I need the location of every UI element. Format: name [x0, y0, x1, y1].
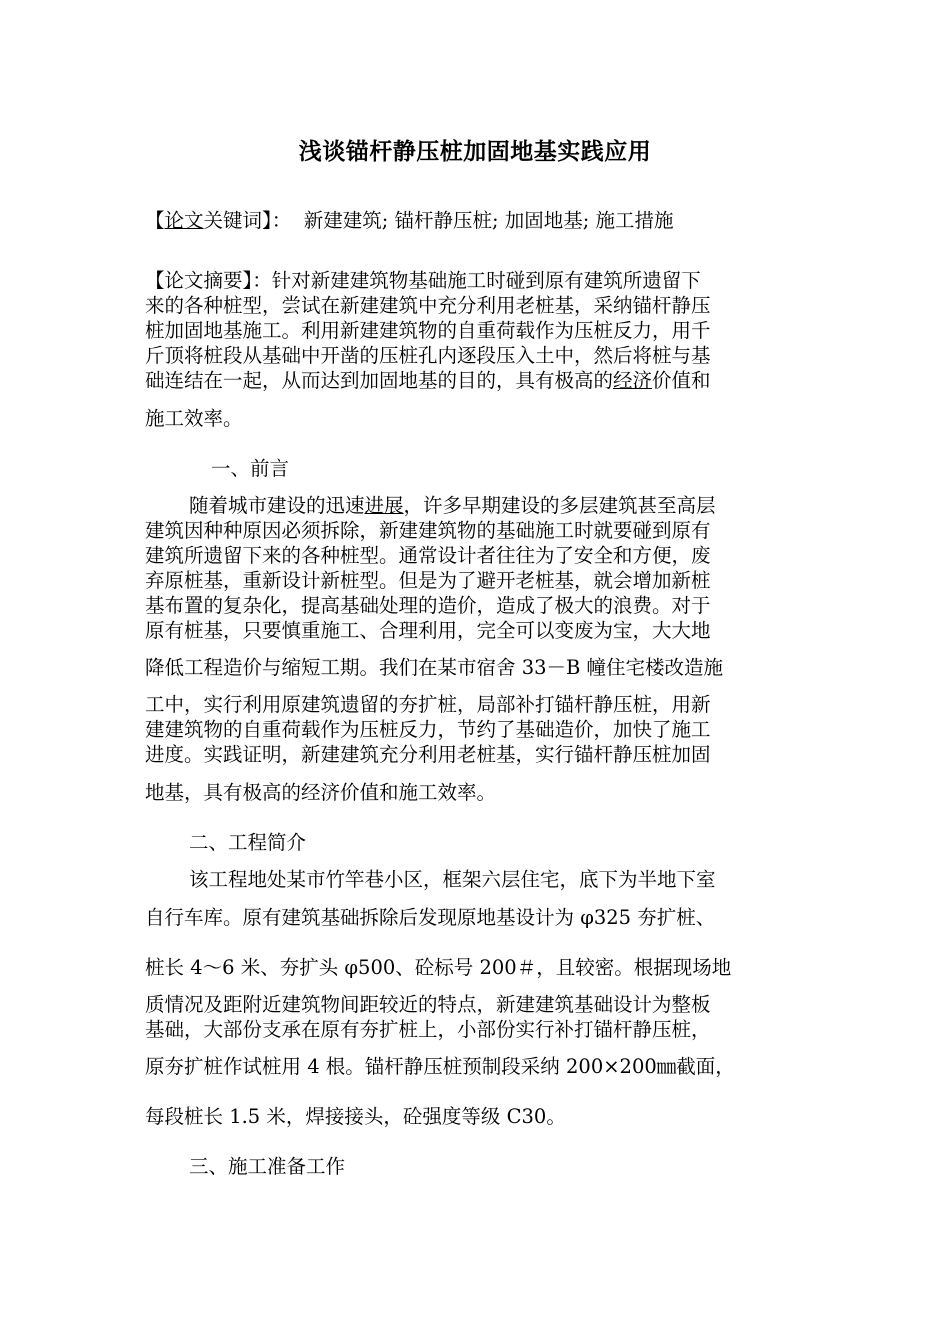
- section-heading: 一、前言: [211, 457, 290, 480]
- body-line: 工中，实行利用原建筑遗留的夯扩桩，局部补打锚杆静压桩，用新: [145, 693, 711, 716]
- keywords-label: 关键词】：: [203, 209, 292, 232]
- abstract-text: 础连结在一起，从而达到加固地基的目的，具有极高的: [145, 369, 614, 392]
- abstract-text: 施工效率。: [145, 407, 243, 430]
- abstract-text: 桩加固地基施工。利用新建建筑物的自重荷载作为压桩反力，用千: [145, 319, 711, 342]
- body-line: 质情况及距附近建筑物间距较近的特点，新建建筑基础设计为整板: [145, 993, 711, 1016]
- body-line: 降低工程造价与缩短工期。我们在某市宿舍 33－B 幢住宅楼改造施: [145, 656, 724, 679]
- section-heading: 二、工程简介: [189, 831, 307, 854]
- body-line: 原有桩基，只要慎重施工、合理利用，完全可以变废为宝，大大地: [145, 619, 711, 642]
- body-line: 该工程地处某市竹竿巷小区，框架六层住宅，底下为半地下室: [189, 868, 716, 891]
- body-line: 每段桩长 1.5 米，焊接接头，砼强度等级 C30。: [145, 1105, 566, 1128]
- body-text: ，许多早期建设的多层建筑甚至高层: [403, 494, 716, 517]
- abstract-text: 【论文摘要】：针对新建建筑物基础施工时碰到原有建筑所遗留下: [145, 269, 701, 292]
- body-line: 建筑因种种原因必须拆除，新建建筑物的基础施工时就要碰到原有: [145, 519, 711, 542]
- body-text: 随着城市建设的迅速: [189, 494, 365, 517]
- keywords-line: [145, 208, 674, 234]
- body-line: 自行车库。原有建筑基础拆除后发现原地基设计为 φ325 夯扩桩、: [145, 906, 716, 929]
- keywords-bracket: 【: [145, 209, 165, 232]
- body-line: 基布置的复杂化，提高基础处理的造价，造成了极大的浪费。对于: [145, 594, 711, 617]
- abstract-line: [145, 368, 711, 394]
- body-line: 桩长 4～6 米、夯扩头 φ500、砼标号 200＃，且较密。根据现场地: [145, 956, 732, 979]
- economy-link[interactable]: 经济: [613, 369, 653, 392]
- section-heading: 三、施工准备工作: [189, 1155, 346, 1178]
- abstract-text: 来的各种桩型，尝试在新建建筑中充分利用老桩基，采纳锚杆静压: [145, 294, 711, 317]
- body-line: 原夯扩桩作试桩用 4 根。锚杆静压桩预制段采纳 200×200㎜截面，: [145, 1055, 735, 1078]
- abstract-text: 价值和: [652, 369, 711, 392]
- keywords-link[interactable]: 论文: [164, 209, 204, 232]
- abstract-line: [145, 343, 711, 369]
- abstract-line: [145, 406, 243, 432]
- abstract-line: [145, 318, 711, 344]
- abstract-text: 斤顶将桩段从基础中开凿的压桩孔内逐段压入土中，然后将桩与基: [145, 344, 711, 367]
- body-line: [189, 493, 716, 519]
- body-line: 地基，具有极高的经济价值和施工效率。: [145, 781, 497, 804]
- body-line: 弃原桩基，重新设计新桩型。但是为了避开老桩基，就会增加新桩: [145, 569, 711, 592]
- body-line: 建建筑物的自重荷载作为压桩反力，节约了基础造价，加快了施工: [145, 718, 711, 741]
- abstract-line: [145, 293, 711, 319]
- body-line: 建筑所遗留下来的各种桩型。通常设计者往往为了安全和方便，废: [145, 544, 711, 567]
- abstract-line: [145, 268, 701, 294]
- body-line: 进度。实践证明，新建建筑充分利用老桩基，实行锚杆静压桩加固: [145, 743, 711, 766]
- document-title: 浅谈锚杆静压桩加固地基实践应用: [298, 139, 652, 165]
- keywords-text: 新建建筑; 锚杆静压桩; 加固地基; 施工措施: [303, 209, 674, 232]
- progress-link[interactable]: 进展: [364, 494, 404, 517]
- body-line: 基础，大部份支承在原有夯扩桩上，小部份实行补打锚杆静压桩，: [145, 1018, 711, 1041]
